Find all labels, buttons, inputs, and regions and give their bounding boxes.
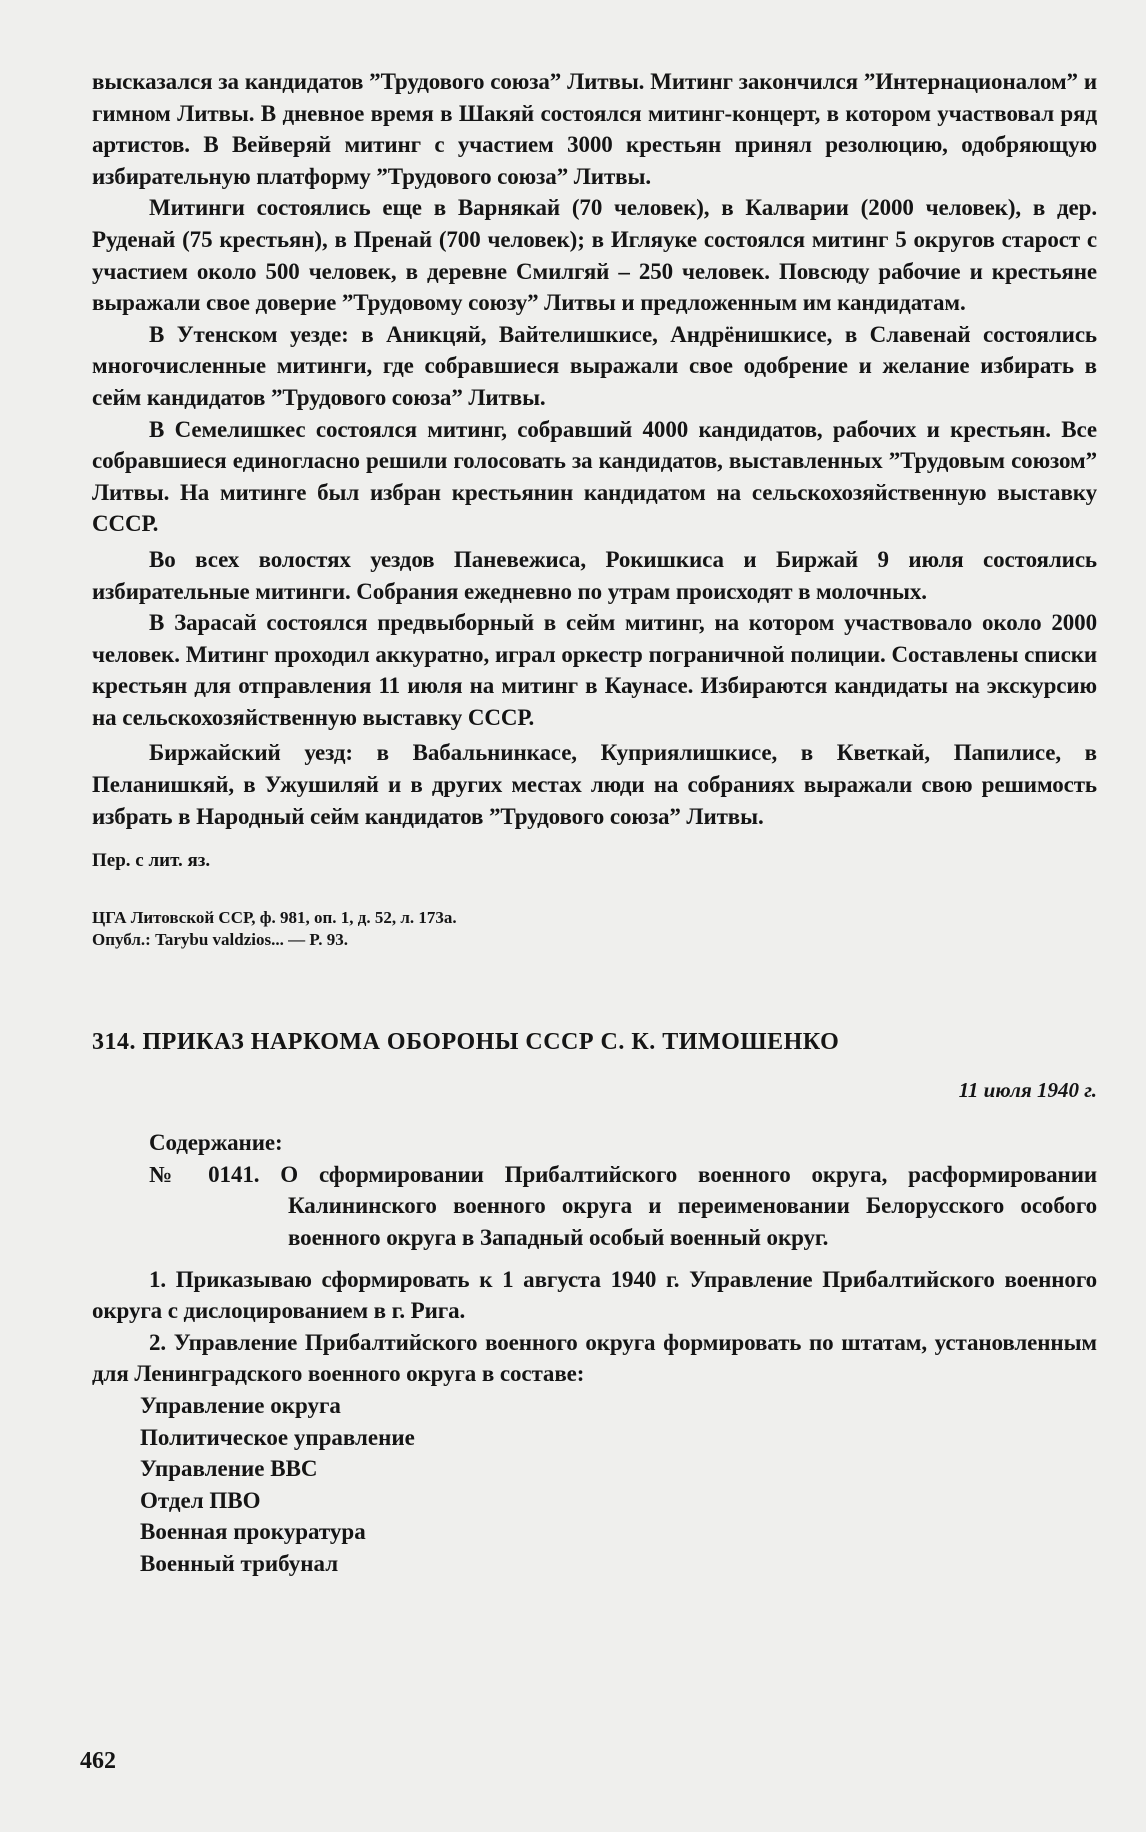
translation-note: Пер. с лит. яз. <box>92 850 211 872</box>
paragraph: В Утенском уезде: в Аникцяй, Вайтелишкисе, Андрёнишкисе, в Славенай состоялись многочисленные митинги, где собравшиеся выражали свое одобрение и желание избирать в сейм кандидатов ”Трудового союза” Литвы. <box>92 321 1097 410</box>
contents-label: Содержание: <box>149 1130 283 1156</box>
list-item: Политическое управление <box>140 1424 415 1450</box>
list-item: Военный трибунал <box>140 1550 339 1576</box>
list-item: Отдел ПВО <box>140 1487 261 1513</box>
publication-reference: Опубл.: Tarybu valdzios... — P. 93. <box>92 930 348 950</box>
paragraph: Во всех волостях уездов Паневежиса, Рокишкиса и Биржай 9 июля состоялись избирательные митинги. Собрания ежедневно по утрам происходят в молочных. <box>92 546 1097 604</box>
paragraph: 1. Приказываю сформировать к 1 августа 1940 г. Управление Прибалтийского военного округа с дислоцированием в г. Рига. <box>92 1266 1097 1324</box>
document-heading: 314. ПРИКАЗ НАРКОМА ОБОРОНЫ СССР С. К. ТИМОШЕНКО <box>92 1029 840 1056</box>
paragraph: В Семелишкес состоялся митинг, собравший 4000 кандидатов, рабочих и крестьян. Все собравшиеся единогласно решили голосовать за кандидатов, выставленных ”Трудовым союзом” Литвы. На митинге был избран крестьянин кандидатом на сельскохозяйственную выставку СССР. <box>92 416 1097 537</box>
paragraph: В Зарасай состоялся предвыборный в сейм митинг, на котором участвовало около 2000 человек. Митинг проходил аккуратно, играл оркестр пограничной полиции. Составлены списки крестьян для отправления 11 июля на митинг в Каунасе. Избираются кандидаты на экскурсию на сельскохозяйственную выставку СССР. <box>92 610 1097 730</box>
paragraph: Биржайский уезд: в Вабальнинкасе, Куприялишкисе, в Кветкай, Папилисе, в Пеланишкяй, в Ужушиляй и в других местах люди на собраниях выражали свою решимость избрать в Народный сейм кандидатов ”Трудового союза” Литвы. <box>92 740 1097 829</box>
paragraph: 2. Управление Прибалтийского военного округа формировать по штатам, установленным для Ленинградского военного округа в составе: <box>92 1329 1097 1387</box>
paragraph: Митинги состоялись еще в Варнякай (70 человек), в Калварии (2000 человек), в дер. Руденай (75 крестьян), в Пренай (700 человек); в Игляуке состоялся митинг 5 округов старост с участием около 500 человек, в деревне Смилгяй – 250 человек. Повсюду рабочие и крестьяне выражали свое доверие ”Трудовому союзу” Литвы и предложенным им кандидатам. <box>92 195 1097 316</box>
document-date: 11 июля 1940 г. <box>958 1078 1097 1103</box>
paragraph: высказался за кандидатов ”Трудового союза” Литвы. Митинг закончился ”Интернационалом” и гимном Литвы. В дневное время в Шакяй состоялся митинг-концерт, в котором участвовал ряд артистов. В Вейверяй митинг с участием 3000 крестьян принял резолюцию, одобряющую избирательную платформу ”Трудового союза” Литвы. <box>92 69 1097 189</box>
archive-reference: ЦГА Литовской ССР, ф. 981, оп. 1, д. 52, л. 173а. <box>92 908 457 928</box>
page-number: 462 <box>80 1748 116 1774</box>
list-item: Управление округа <box>140 1393 341 1418</box>
list-item: Управление ВВС <box>140 1456 318 1482</box>
list-item: Военная прокуратура <box>140 1519 366 1545</box>
text-column <box>92 66 1097 1580</box>
order-summary: № 0141. О сформировании Прибалтийского военного округа, расформировании Калининского военного округа и переименовании Белорусского особого военного округа в Западный особый военный округ. <box>149 1161 1097 1251</box>
